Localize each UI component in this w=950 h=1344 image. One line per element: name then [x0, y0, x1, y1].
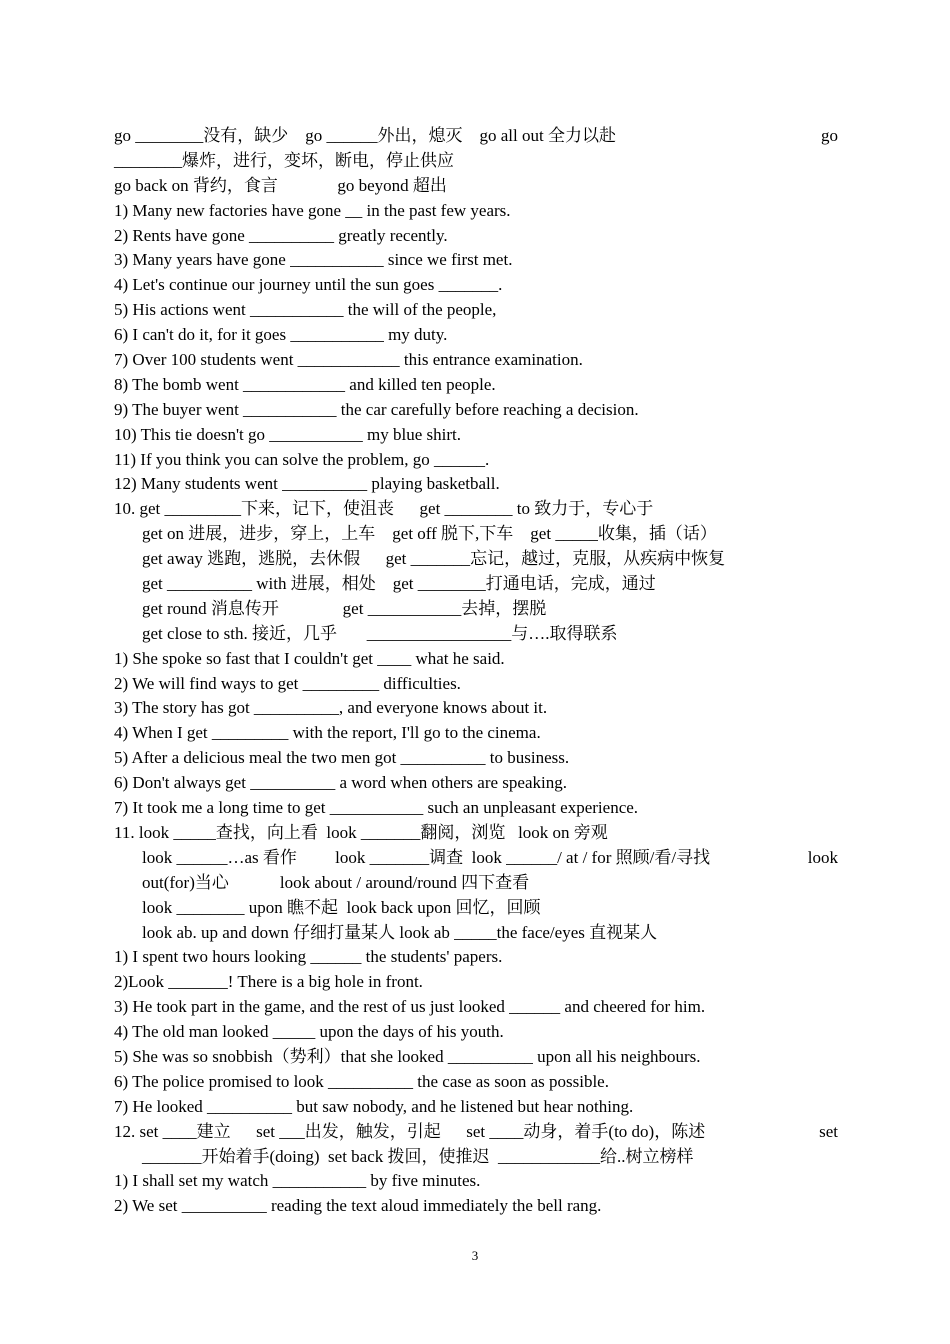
text-line: 2) We set __________ reading the text aloud immediately the bell rang.	[114, 1196, 602, 1216]
text-line: get close to sth. 接近，几乎 _________________与….取得联系	[142, 623, 618, 643]
text-line: 6) I can't do it, for it goes ___________ my duty.	[114, 325, 448, 345]
text-line	[114, 1120, 838, 1145]
text-line	[114, 846, 838, 871]
document-body	[114, 124, 838, 1219]
text-line: 1) Many new factories have gone __ in the past few years.	[114, 200, 511, 220]
text-line: 5) His actions went ___________ the will of the people,	[114, 300, 497, 320]
text-line: 1) I shall set my watch ___________ by five minutes.	[114, 1171, 481, 1191]
text-line: get __________ with 进展，相处 get ________打通电话，完成，通过	[142, 574, 656, 594]
text-line: 3) The story has got __________, and everyone knows about it.	[114, 698, 548, 718]
text-line	[114, 124, 838, 149]
text-line-left: 12. set ____建立 set ___出发，触发，引起 set ____动身，着手(to do)，陈述	[114, 1121, 706, 1141]
text-line: 11) If you think you can solve the problem, go ______.	[114, 449, 490, 469]
text-line: 4) The old man looked _____ upon the days of his youth.	[114, 1022, 504, 1042]
text-line-left: go ________没有，缺少 go ______外出，熄灭 go all out 全力以赴	[114, 126, 616, 145]
text-line: ________爆炸，进行，变坏，断电，停止供应	[114, 150, 454, 170]
text-line: 10) This tie doesn't go ___________ my blue shirt.	[114, 424, 461, 444]
text-line: 10. get _________下来，记下，使沮丧 get ________ to 致力于，专心于	[114, 499, 654, 519]
text-line: 2) Rents have gone __________ greatly recently.	[114, 225, 448, 245]
text-line: 5) She was so snobbish（势利）that she looked __________ upon all his neighbours.	[114, 1046, 701, 1066]
text-line: 12) Many students went __________ playing basketball.	[114, 474, 500, 494]
text-line-left: look ______…as 看作 look _______调查 look ______/ at / for 照顾/看/寻找	[142, 847, 711, 867]
text-line: 3) Many years have gone ___________ since we first met.	[114, 250, 513, 270]
text-line: 6) Don't always get __________ a word when others are speaking.	[114, 773, 567, 793]
text-line: 4) Let's continue our journey until the sun goes _______.	[114, 275, 503, 295]
text-line: 6) The police promised to look __________ the case as soon as possible.	[114, 1071, 609, 1091]
text-line: 9) The buyer went ___________ the car carefully before reaching a decision.	[114, 399, 639, 419]
text-line: 1) I spent two hours looking ______ the students' papers.	[114, 947, 503, 967]
text-line: _______开始着手(doing) set back 拨回，使推迟 ____________给..树立榜样	[142, 1146, 694, 1166]
text-line: 2)Look _______! There is a big hole in front.	[114, 972, 423, 992]
text-line: out(for)当心 look about / around/round 四下查看	[142, 872, 530, 892]
text-line: 11. look _____查找，向上看 look _______翻阅，浏览 look on 旁观	[114, 822, 608, 842]
text-line: look ________ upon 瞧不起 look back upon 回忆，回顾	[142, 897, 541, 917]
page-number: 3	[471, 1248, 479, 1263]
text-line: look ab. up and down 仔细打量某人 look ab _____the face/eyes 直视某人	[142, 922, 658, 942]
text-line: 2) We will find ways to get _________ difficulties.	[114, 673, 461, 693]
text-line: 5) After a delicious meal the two men got __________ to business.	[114, 748, 570, 768]
text-line: 7) He looked __________ but saw nobody, and he listened but hear nothing.	[114, 1096, 634, 1116]
text-line: 7) It took me a long time to get ___________ such an unpleasant experience.	[114, 798, 639, 818]
text-line: 1) She spoke so fast that I couldn't get ____ what he said.	[114, 648, 505, 668]
text-line: 4) When I get _________ with the report, I'll go to the cinema.	[114, 723, 541, 743]
text-line: 8) The bomb went ____________ and killed ten people.	[114, 374, 496, 394]
text-line-right: go	[821, 126, 838, 145]
text-line-right: look	[807, 847, 838, 867]
text-line: get away 逃跑，逃脱，去休假 get _______忘记，越过，克服，从疾病中恢复	[142, 549, 726, 569]
text-line: go back on 背约，食言 go beyond 超出	[114, 175, 447, 195]
text-line: get round 消息传开 get ___________去掉，摆脱	[142, 598, 547, 618]
text-line: 7) Over 100 students went ____________ this entrance examination.	[114, 350, 583, 370]
text-line: get on 进展，进步，穿上，上车 get off 脱下,下车 get _____收集，插（话）	[142, 524, 717, 544]
text-line: 3) He took part in the game, and the rest of us just looked ______ and cheered for him.	[114, 997, 706, 1017]
text-line-right: set	[819, 1121, 838, 1141]
